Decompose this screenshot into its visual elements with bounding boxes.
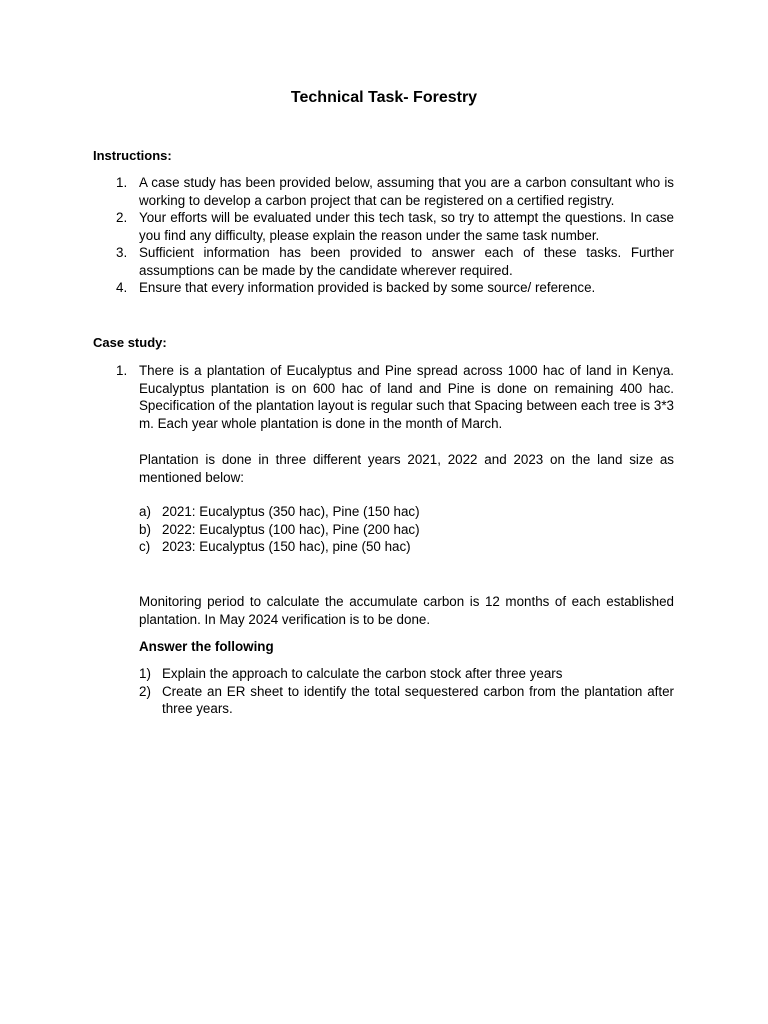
- list-item-text: 2022: Eucalyptus (100 hac), Pine (200 hac): [162, 521, 420, 537]
- instruction-item: [93, 279, 674, 297]
- instruction-text: Ensure that every information provided is backed by some source/ reference.: [139, 280, 596, 295]
- list-item-text: 2023: Eucalyptus (150 hac), pine (50 hac): [162, 539, 411, 555]
- plantation-years-list: [139, 503, 674, 556]
- instruction-text: A case study has been provided below, assuming that you are a carbon consultant who is working to develop a carbon project that can be registered on a certified registry.: [139, 175, 674, 208]
- list-marker: c): [139, 539, 151, 555]
- case-study-heading: Case study:: [93, 335, 167, 350]
- list-item: [139, 665, 674, 683]
- questions-list: [139, 665, 674, 718]
- list-item-text: Explain the approach to calculate the carbon stock after three years: [162, 666, 563, 681]
- case-study-intro: There is a plantation of Eucalyptus and Pine spread across 1000 hac of land in Kenya. Eucalyptus plantation is on 600 hac of land and Pine is done on remaining 400 hac. Specification of the plantation layout is regular such that Spacing between each tree is 3*3 m. Each year whole plantation is done in the month of March.: [139, 363, 674, 431]
- instruction-text: Sufficient information has been provided to answer each of these tasks. Further assumptions can be made by the candidate wherever required.: [139, 245, 674, 278]
- case-study-list: [93, 362, 674, 432]
- list-item-text: 2021: Eucalyptus (350 hac), Pine (150 hac): [162, 504, 420, 519]
- instruction-text: Your efforts will be evaluated under this tech task, so try to attempt the questions. In case you find any difficulty, please explain the reason under the same task number.: [139, 210, 674, 243]
- list-marker: a): [139, 504, 151, 519]
- list-item: [139, 683, 674, 718]
- list-number: 1.: [116, 363, 128, 378]
- case-study-item: [93, 362, 674, 432]
- instruction-item: [93, 174, 674, 209]
- list-number: 2.: [116, 210, 128, 225]
- page-title: Technical Task- Forestry: [290, 89, 478, 106]
- instruction-item: [93, 244, 674, 279]
- monitoring-paragraph: Monitoring period to calculate the accumulate carbon is 12 months of each established plantation. In May 2024 verification is to be done.: [139, 594, 674, 627]
- instructions-list: [93, 174, 674, 297]
- list-number: 1.: [116, 175, 128, 190]
- list-marker: 1): [139, 666, 151, 681]
- answer-heading: Answer the following: [139, 639, 274, 654]
- instructions-heading: Instructions:: [93, 148, 172, 163]
- list-marker: b): [139, 521, 151, 537]
- list-number: 4.: [116, 280, 128, 295]
- instruction-item: [93, 209, 674, 244]
- list-item: [139, 503, 674, 521]
- list-marker: 2): [139, 683, 151, 699]
- list-item: [139, 538, 674, 556]
- list-item: [139, 521, 674, 539]
- plantation-intro: Plantation is done in three different years 2021, 2022 and 2023 on the land size as mentioned below:: [139, 452, 674, 485]
- list-number: 3.: [116, 245, 128, 260]
- list-item-text: Create an ER sheet to identify the total sequestered carbon from the plantation after three years.: [162, 683, 674, 717]
